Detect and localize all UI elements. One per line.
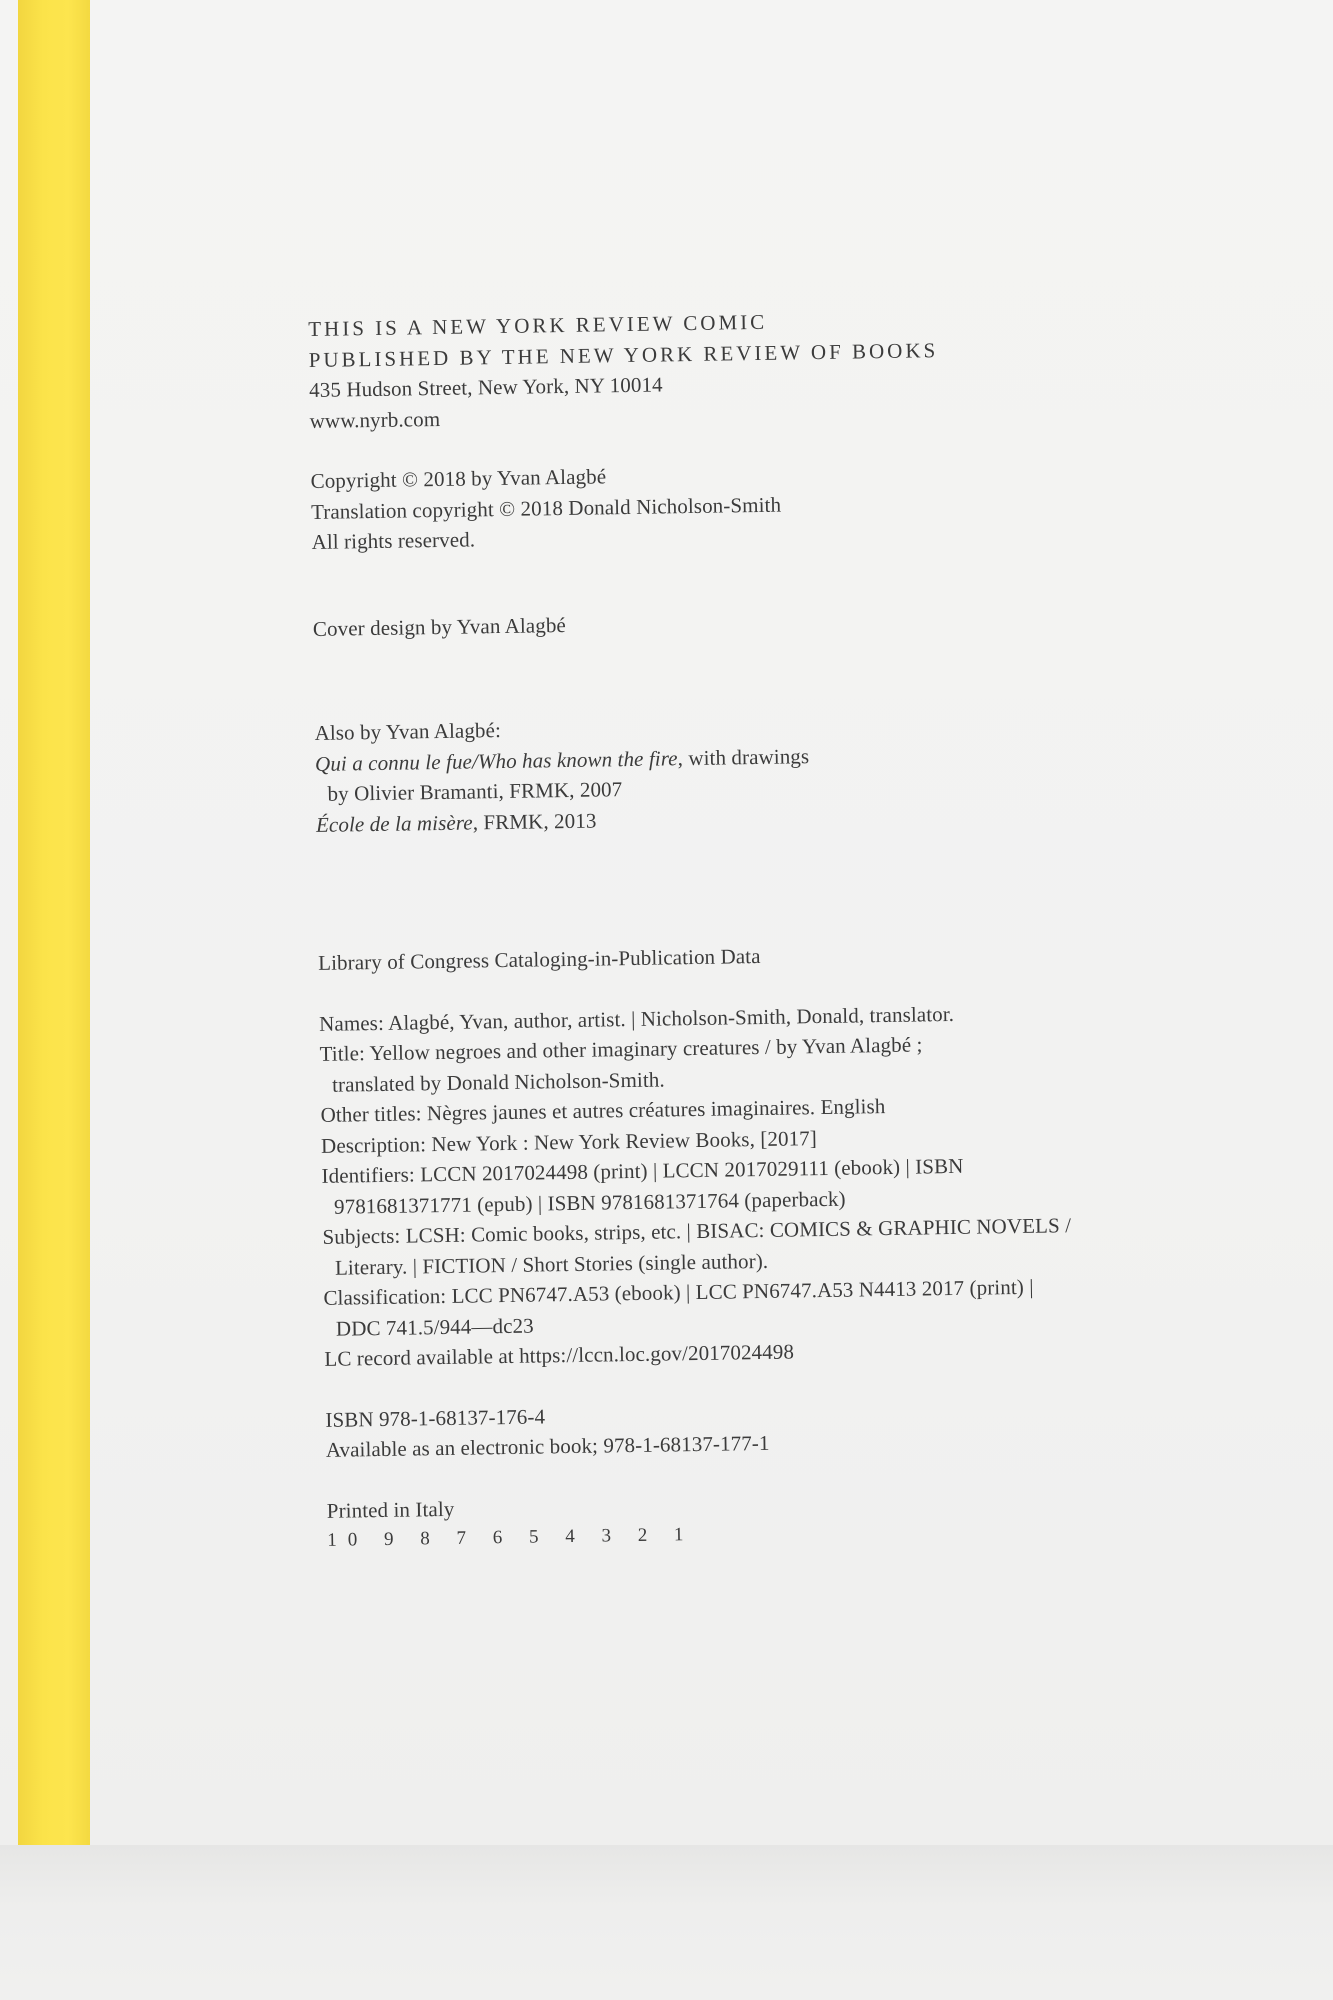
publisher-line-2: PUBLISHED BY THE NEW YORK REVIEW OF BOOKS bbox=[308, 337, 939, 372]
cover-design-credit: Cover design by Yvan Alagbé bbox=[312, 612, 567, 641]
copyright-line-1: Copyright © 2018 by Yvan Alagbé bbox=[310, 464, 607, 493]
printed-in: Printed in Italy bbox=[326, 1496, 455, 1523]
copyright-line-3: All rights reserved. bbox=[311, 527, 476, 554]
also-by-book-2-rest: , FRMK, 2013 bbox=[472, 808, 597, 834]
publisher-website: www.nyrb.com bbox=[309, 406, 441, 433]
cip-identifiers-line-2: 9781681371771 (epub) | ISBN 9781681371764 (paperback) bbox=[333, 1186, 846, 1219]
also-by-book-1-line-2: by Olivier Bramanti, FRMK, 2007 bbox=[327, 777, 623, 806]
cip-classification-line-1: Classification: LCC PN6747.A53 (ebook) | LCC PN6747.A53 N4413 2017 (print) | bbox=[323, 1274, 1034, 1310]
also-by-book-1-rest: , with drawings bbox=[677, 743, 810, 770]
isbn-print: ISBN 978-1-68137-176-4 bbox=[325, 1403, 546, 1432]
cip-identifiers-line-1: Identifiers: LCCN 2017024498 (print) | LCCN 2017029111 (ebook) | ISBN bbox=[321, 1153, 964, 1188]
also-by-book-2-title: École de la misère bbox=[315, 809, 473, 837]
printing-number-line: 10 9 8 7 6 5 4 3 2 1 bbox=[327, 1524, 695, 1551]
cip-heading: Library of Congress Cataloging-in-Publication Data bbox=[318, 943, 761, 975]
also-by-book-1-title: Qui a connu le fue/Who has known the fire bbox=[314, 745, 678, 776]
yellow-spine-strip bbox=[18, 0, 90, 1845]
cip-subjects-line-2: Literary. | FICTION / Short Stories (single author). bbox=[334, 1248, 769, 1280]
cip-description: Description: New York : New York Review Books, [2017] bbox=[320, 1125, 818, 1158]
cip-title-line-2: translated by Donald Nicholson-Smith. bbox=[331, 1066, 665, 1097]
cip-names: Names: Alagbé, Yvan, author, artist. | Nicholson-Smith, Donald, translator. bbox=[318, 1001, 955, 1036]
cip-lc-record: LC record available at https://lccn.loc.gov/2017024498 bbox=[324, 1339, 795, 1371]
publisher-line-1: THIS IS A NEW YORK REVIEW COMIC bbox=[308, 309, 768, 341]
background-below-page bbox=[0, 1845, 1333, 2000]
publisher-address: 435 Hudson Street, New York, NY 10014 bbox=[309, 372, 663, 402]
isbn-ebook: Available as an electronic book; 978-1-68137-177-1 bbox=[325, 1430, 770, 1462]
copyright-text-block bbox=[308, 300, 1227, 1556]
cip-other-titles: Other titles: Nègres jaunes et autres créatures imaginaires. English bbox=[320, 1094, 886, 1127]
cip-subjects-line-1: Subjects: LCSH: Comic books, strips, etc. | BISAC: COMICS & GRAPHIC NOVELS / bbox=[322, 1213, 1072, 1249]
copyright-line-2: Translation copyright © 2018 Donald Nicholson-Smith bbox=[310, 492, 782, 524]
also-by-heading: Also by Yvan Alagbé: bbox=[314, 718, 502, 745]
cip-title-line-1: Title: Yellow negroes and other imaginary creatures / by Yvan Alagbé ; bbox=[319, 1032, 923, 1066]
cip-classification-line-2: DDC 741.5/944—dc23 bbox=[335, 1313, 534, 1341]
